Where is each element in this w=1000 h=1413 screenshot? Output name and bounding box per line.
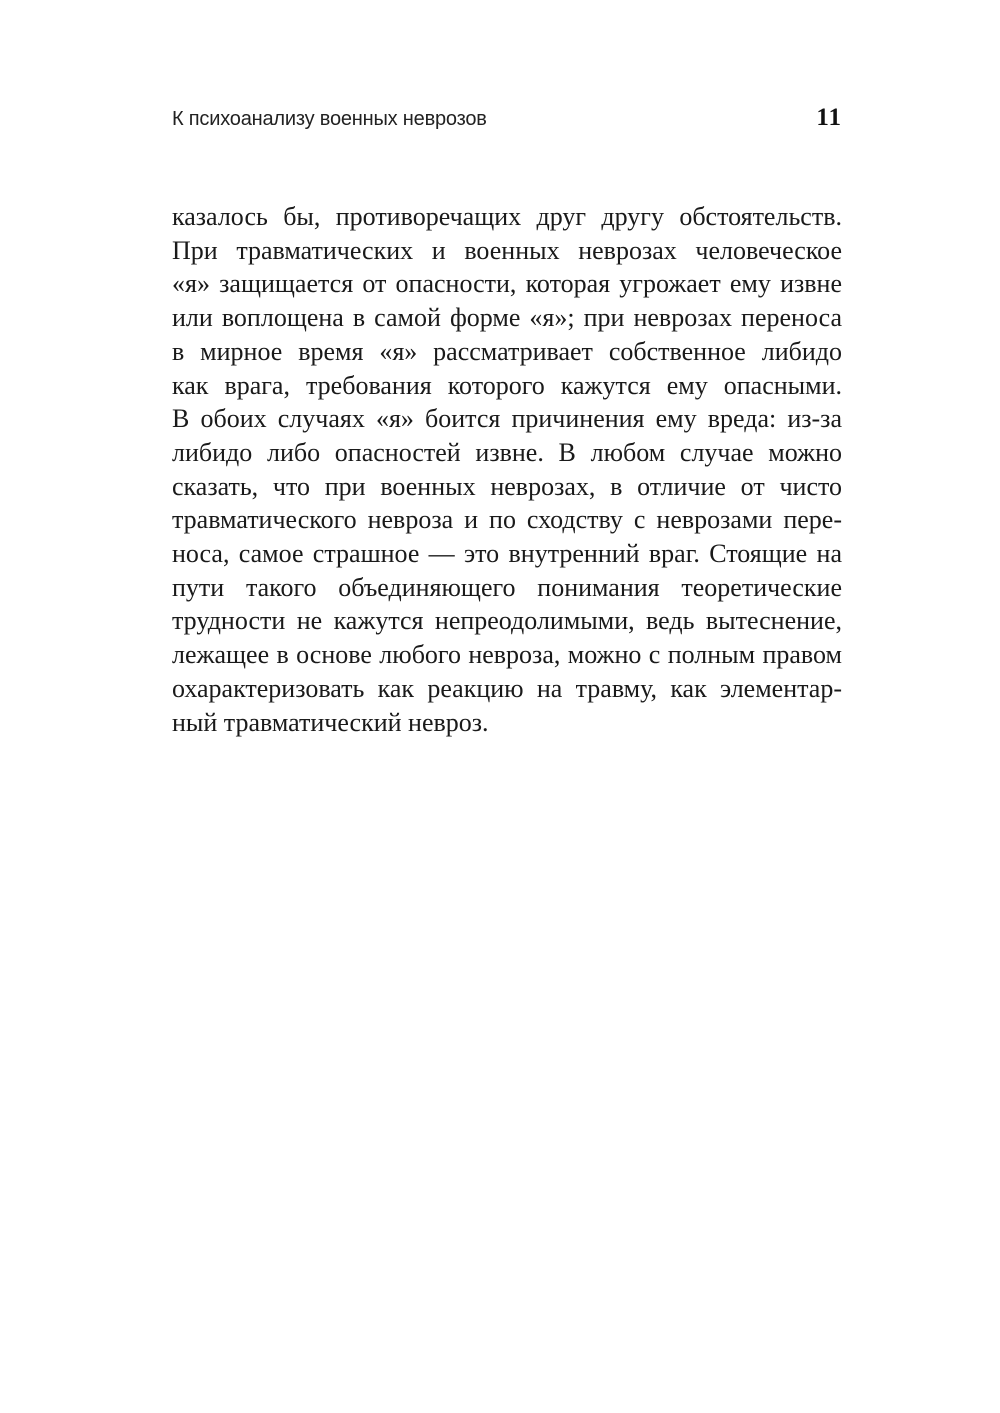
text-line: трудности не кажутся непреодолимыми, ведь вытеснение, <box>172 606 842 636</box>
text-line: При травматических и военных неврозах человеческое <box>172 235 842 265</box>
page-number: 11 <box>816 104 842 131</box>
text-line: травматического невроза и по сходству с неврозами пере- <box>172 505 842 535</box>
text-line: охарактеризовать как реакцию на травму, как элементар- <box>172 673 842 703</box>
running-header <box>172 104 842 138</box>
text-line: носа, самое страшное — это внутренний враг. Стоящие на <box>172 539 842 569</box>
text-line: или воплощена в самой форме «я»; при неврозах переноса <box>172 303 842 333</box>
text-line: сказать, что при военных неврозах, в отличие от чисто <box>172 471 842 501</box>
text-line: «я» защищается от опасности, которая угрожает ему извне <box>172 269 842 299</box>
text-line: лежащее в основе любого невроза, можно с полным правом <box>172 640 842 670</box>
text-line: либидо либо опасностей извне. В любом случае можно <box>172 437 842 467</box>
text-line: в мирное время «я» рассматривает собственное либидо <box>172 336 842 366</box>
running-title: К психоанализу военных неврозов <box>172 108 487 130</box>
text-line: как врага, требования которого кажутся ему опасными. <box>172 370 842 400</box>
text-line: казалось бы, противоречащих друг другу обстоятельств. <box>172 202 842 231</box>
body-paragraph <box>172 200 842 739</box>
text-line: пути такого объединяющего понимания теоретические <box>172 572 842 602</box>
text-line: ный травматический невроз. <box>172 707 489 737</box>
text-line: В обоих случаях «я» боится причинения ему вреда: из-за <box>172 404 842 434</box>
